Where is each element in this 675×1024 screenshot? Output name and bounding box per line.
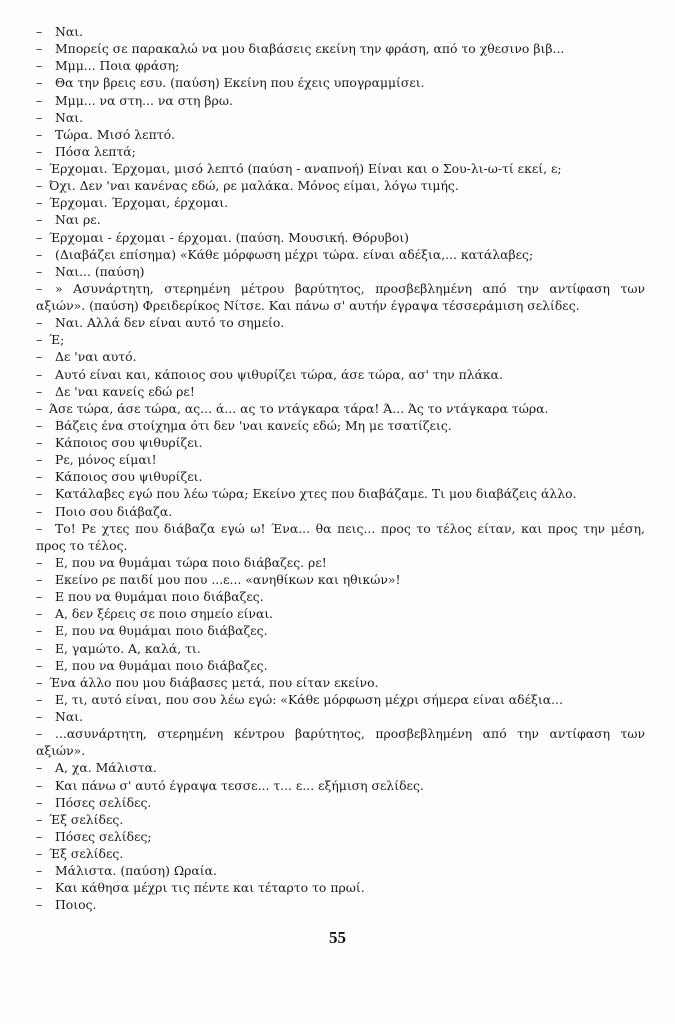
dialogue-line-text: Ναι... (παύση): [55, 263, 145, 279]
dialogue-line: [36, 588, 645, 605]
dialogue-dash: –: [36, 246, 43, 262]
dialogue-line: [36, 554, 645, 571]
dialogue-dash: –: [36, 880, 43, 896]
dialogue-line-text: ...ασυνάρτητη, στερημένη κέντρου βαρύτητος, προσβεβλημένη από την αντίφαση των: [55, 726, 645, 742]
dialogue-line-text: Ε, που να θυμάμαι τώρα ποιο διάβαζες. ρε!: [55, 554, 327, 570]
dialogue-line: [36, 57, 645, 74]
dialogue-line: [36, 725, 645, 742]
dialogue-dash: –: [36, 828, 43, 844]
dialogue-line-text: Έρχομαι - έρχομαι - έρχομαι. (παύση. Μουσική. Θόρυβοι): [49, 229, 410, 245]
dialogue-line-text: Α, χα. Μάλιστα.: [55, 760, 157, 776]
dialogue-dash: –: [36, 417, 43, 433]
dialogue-dash: –: [36, 349, 43, 365]
dialogue-dash: –: [36, 229, 43, 245]
dialogue-line: [36, 143, 645, 160]
page-number: 55: [329, 928, 346, 947]
dialogue-line: [36, 708, 645, 725]
dialogue-dash: –: [36, 263, 43, 279]
dialogue-dash: –: [36, 212, 43, 228]
dialogue-line: [36, 571, 645, 588]
dialogue-line-text: Ναι. Αλλά δεν είναι αυτό το σημείο.: [55, 315, 285, 331]
dialogue-line: [36, 862, 645, 879]
dialogue-line: [36, 794, 645, 811]
dialogue-dash: –: [36, 435, 43, 450]
dialogue-line-text: Κατάλαβες εγώ που λέω τώρα; Εκείνο χτες που διαβάζαμε. Τι μου διαβάζεις άλλο.: [55, 486, 577, 502]
dialogue-line: [36, 434, 645, 451]
dialogue-dash: –: [36, 400, 43, 416]
dialogue-dash: –: [36, 709, 43, 724]
dialogue-dash: –: [36, 811, 43, 827]
dialogue-dash: –: [36, 606, 43, 622]
dialogue-line: [36, 520, 645, 537]
dialogue-line-text: Ρε, μόνος είμαι!: [55, 452, 157, 468]
dialogue-line-text: Έξ σελίδες.: [49, 811, 124, 827]
dialogue-line: [36, 828, 645, 845]
dialogue-line: [36, 23, 645, 40]
dialogue-line: [36, 845, 645, 862]
dialogue-dash: –: [36, 863, 43, 879]
dialogue-line: [36, 280, 645, 297]
dialogue-line: [36, 657, 645, 674]
dialogue-line-text: Α, δεν ξέρεις σε ποιο σημείο είναι.: [55, 606, 274, 622]
dialogue-line-text: Ε, που να θυμάμαι ποιο διάβαζες.: [55, 623, 268, 639]
dialogue-dash: –: [36, 41, 43, 57]
dialogue-line-text: Εκείνο ρε παιδί μου που ...ε... «ανηθίκων και ηθικών»!: [55, 572, 401, 587]
dialogue-line: [36, 674, 645, 691]
dialogue-line-text: Ε, γαμώτο. Α, καλά, τι.: [55, 640, 201, 656]
dialogue-line-continuation: αξιών».: [36, 743, 86, 759]
dialogue-dash: –: [36, 469, 43, 485]
dialogue-dash: –: [36, 143, 43, 159]
dialogue-dash: –: [36, 452, 43, 468]
dialogue-dash: –: [36, 315, 43, 331]
dialogue-line: [36, 759, 645, 776]
dialogue-line: [36, 229, 645, 246]
dialogue-line-continuation: αξιών». (παύση) Φρειδερίκος Νίτσε. Και πάνω σ' αυτήν έγραψα τέσσεράμιση σελίδες.: [36, 298, 580, 313]
dialogue-line-text: (Διαβάζει επίσημα) «Κάθε μόρφωση μέχρι τώρα. είναι αδέξια,... κατάλαβες;: [55, 246, 534, 262]
dialogue-line-text: Πόσες σελίδες.: [55, 794, 152, 810]
dialogue-dash: –: [36, 794, 43, 810]
dialogue-line-text: Ε, που να θυμάμαι ποιο διάβαζες.: [55, 657, 268, 673]
dialogue-line: [36, 160, 645, 177]
dialogue-line-text: Έξ σελίδες.: [49, 846, 124, 861]
dialogue-dash: –: [36, 657, 43, 673]
dialogue-line: [36, 485, 645, 502]
dialogue-line: [36, 177, 645, 194]
dialogue-line-text: Κάποιος σου ψιθυρίζει.: [55, 469, 203, 485]
dialogue-dash: –: [36, 897, 43, 913]
dialogue-line: [36, 417, 645, 434]
dialogue-line: [36, 40, 645, 57]
dialogue-dash: –: [36, 383, 43, 399]
dialogue-line-text: Ναι.: [55, 709, 84, 724]
dialogue-line-continuation: προς το τέλος.: [36, 537, 128, 553]
dialogue-dash: –: [36, 161, 43, 176]
dialogue-line: [36, 400, 645, 417]
dialogue-dash: –: [36, 126, 43, 142]
dialogue-line-text: Τώρα. Μισό λεπτό.: [55, 126, 175, 142]
dialogue-line: [36, 622, 645, 639]
dialogue-line: [36, 331, 645, 348]
dialogue-line-text: Ναι.: [55, 24, 84, 39]
dialogue-line: [36, 468, 645, 485]
dialogue-dash: –: [36, 92, 43, 108]
dialogue-line: [36, 879, 645, 896]
dialogue-line-text: Κάποιος σου ψιθυρίζει.: [55, 435, 203, 450]
dialogue-dash: –: [36, 75, 43, 91]
dialogue-line: [36, 896, 645, 913]
dialogue-line: [36, 348, 645, 365]
dialogue-line-text: Μμμ... να στη... να στη βρω.: [55, 92, 233, 108]
dialogue-line-text: Αυτό είναι και, κάποιος σου ψιθυρίζει τώρα, άσε τώρα, ασ' την πλάκα.: [55, 366, 503, 382]
dialogue-line-text: Ποιος.: [55, 897, 97, 913]
dialogue-line: [36, 109, 645, 126]
dialogue-dash: –: [36, 589, 43, 605]
dialogue-text-block: [36, 23, 645, 914]
dialogue-dash: –: [36, 760, 43, 776]
dialogue-line: [36, 605, 645, 622]
dialogue-line-text: Δε 'ναι κανείς εδώ ρε!: [55, 383, 195, 399]
dialogue-line: [36, 451, 645, 468]
dialogue-dash: –: [36, 178, 43, 194]
dialogue-dash: –: [36, 640, 43, 656]
dialogue-dash: –: [36, 623, 43, 639]
dialogue-line: [36, 503, 645, 520]
dialogue-line: [36, 211, 645, 228]
dialogue-dash: –: [36, 332, 43, 348]
dialogue-line: [36, 691, 645, 708]
dialogue-dash: –: [36, 691, 43, 707]
dialogue-line-text: Το! Ρε χτες που διάβαζα εγώ ω! Ένα... θα πεις... προς το τέλος είταν, και προς την μέση,: [55, 520, 645, 536]
dialogue-line-text: Πόσες σελίδες;: [55, 828, 152, 844]
dialogue-line-text: Πόσα λεπτά;: [55, 143, 136, 159]
dialogue-line-text: Έρχομαι. Έρχομαι, έρχομαι.: [49, 195, 229, 211]
dialogue-line: [36, 640, 645, 657]
dialogue-line-text: Έρχομαι. Έρχομαι, μισό λεπτό (παύση - αναπνοή) Είναι και ο Σου-λι-ω-τί εκεί, ε;: [49, 161, 562, 176]
dialogue-line-text: Ποιο σου διάβαζα.: [55, 503, 173, 519]
dialogue-dash: –: [36, 195, 43, 211]
dialogue-dash: –: [36, 58, 43, 74]
dialogue-line: [36, 314, 645, 331]
dialogue-dash: –: [36, 366, 43, 382]
dialogue-dash: –: [36, 572, 43, 587]
dialogue-dash: –: [36, 846, 43, 861]
dialogue-line: [36, 92, 645, 109]
dialogue-dash: –: [36, 554, 43, 570]
dialogue-line: [36, 383, 645, 400]
dialogue-line-text: Μμμ... Ποια φράση;: [55, 58, 180, 74]
dialogue-dash: –: [36, 109, 43, 125]
dialogue-line-text: Μάλιστα. (παύση) Ωραία.: [55, 863, 217, 879]
dialogue-line-text: Ναι ρε.: [55, 212, 101, 228]
dialogue-line: [36, 811, 645, 828]
dialogue-line-text: Ε που να θυμάμαι ποιο διάβαζες.: [55, 589, 264, 605]
dialogue-line-text: Όχι. Δεν 'ναι κανένας εδώ, ρε μαλάκα. Μόνος είμαι, λόγω τιμής.: [49, 178, 459, 194]
dialogue-line-text: Έ;: [49, 332, 65, 348]
dialogue-line: [36, 74, 645, 91]
dialogue-dash: –: [36, 726, 43, 742]
dialogue-dash: –: [36, 24, 43, 39]
dialogue-dash: –: [36, 520, 43, 536]
dialogue-line-text: Θα την βρεις εσυ. (παύση) Εκείνη που έχεις υπογραμμίσει.: [55, 75, 425, 91]
dialogue-line-text: Και πάνω σ' αυτό έγραψα τεσσε... τ... ε... εξήμιση σελίδες.: [55, 777, 424, 793]
dialogue-line-text: Ναι.: [55, 109, 84, 125]
dialogue-line-text: Μπορείς σε παρακαλώ να μου διαβάσεις εκείνη την φράση, από το χθεσινο βιβ...: [55, 41, 565, 57]
dialogue-dash: –: [36, 777, 43, 793]
dialogue-line: [36, 246, 645, 263]
dialogue-line-text: » Ασυνάρτητη, στερημένη μέτρου βαρύτητος, προσβεβλημένη από την αντίφαση των: [55, 280, 645, 296]
dialogue-dash: –: [36, 674, 43, 690]
dialogue-line-text: Βάζεις ένα στοίχημα ότι δεν 'ναι κανείς εδώ; Μη με τσατίζεις.: [55, 417, 452, 433]
dialogue-line-text: Και κάθησα μέχρι τις πέντε και τέταρτο το πρωί.: [55, 880, 365, 896]
dialogue-line-text: Ε, τι, αυτό είναι, που σου λέω εγώ: «Κάθε μόρφωση μέχρι σήμερα είναι αδέξια...: [55, 691, 563, 707]
dialogue-dash: –: [36, 503, 43, 519]
dialogue-line: [36, 263, 645, 280]
dialogue-dash: –: [36, 280, 43, 296]
dialogue-line: [36, 126, 645, 143]
dialogue-line: [36, 366, 645, 383]
dialogue-line: [36, 777, 645, 794]
dialogue-line-text: Δε 'ναι αυτό.: [55, 349, 137, 365]
dialogue-line-text: Ένα άλλο που μου διάβασες μετά, που είταν εκείνο.: [49, 674, 379, 690]
dialogue-line: [36, 194, 645, 211]
dialogue-line-text: Άσε τώρα, άσε τώρα, ας... ά... ας το ντάγκαρα τάρα! Ά... Άς το ντάγκαρα τώρα.: [49, 400, 549, 416]
dialogue-dash: –: [36, 486, 43, 502]
